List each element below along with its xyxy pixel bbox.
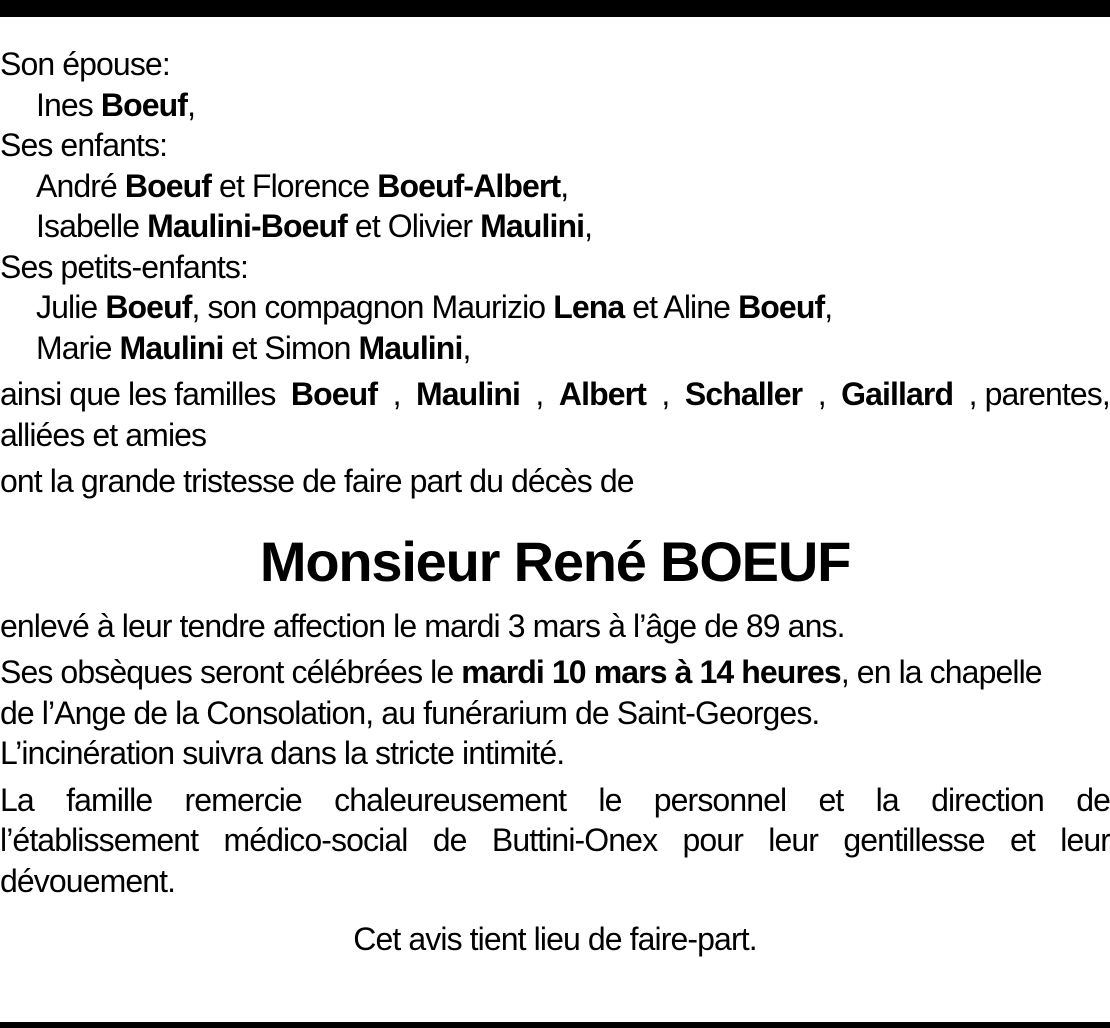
word: et (1010, 822, 1035, 858)
funeral-post: , en la chapelle (840, 654, 1042, 690)
deceased-name: Monsieur René BOEUF (259, 529, 851, 593)
gc1-last: Boeuf (105, 289, 192, 325)
gc4-last: Maulini (358, 329, 463, 366)
announcement: ont la grande tristesse de faire part du décès de (0, 463, 634, 499)
word: personnel (653, 781, 787, 818)
closing-line: Cet avis tient lieu de faire-part. (353, 921, 757, 957)
families-line-2: alliées et amies (0, 416, 207, 453)
spouse-label: Son épouse: (0, 46, 170, 82)
gc3-last: Maulini (119, 329, 224, 366)
child1-line: André Boeuf et Florence Boeuf-Albert, (36, 167, 569, 204)
death-line: enlevé à leur tendre affection le mardi 3 mars à l’âge de 89 ans. (0, 607, 845, 644)
word: remercie (184, 781, 302, 818)
families-intro: ainsi que les familles (0, 376, 276, 412)
gc1-mid: , son compagnon Maurizio (191, 289, 554, 325)
word: leur (768, 822, 819, 858)
word: Buttini-Onex (491, 822, 658, 858)
families-tail: , parentes, (968, 376, 1110, 412)
gc2-last: Boeuf (738, 289, 825, 325)
funeral-line-2: de l’Ange de la Consolation, au funérarium de Saint-Georges. (0, 694, 820, 731)
grandchildren-line-1: Julie Boeuf, son compagnon Maurizio Lena et Aline Boeuf, (36, 289, 833, 325)
funeral-line-1 (0, 652, 1110, 693)
child2-conj: et Olivier (346, 208, 481, 244)
thanks-line-1 (0, 780, 1110, 821)
funeral-pre: Ses obsèques seront célébrées le (0, 654, 462, 690)
spouse-line: Ines Boeuf, (36, 86, 196, 123)
children-label: Ses enfants: (0, 127, 168, 163)
word: de (1076, 781, 1110, 818)
word: la (875, 781, 899, 818)
word: La (0, 781, 34, 818)
word: l’établissement (0, 822, 199, 858)
gc1-partner-last: Lena (553, 289, 625, 325)
family-name: Albert (558, 376, 646, 412)
family-name: Boeuf (290, 376, 378, 412)
word: de (432, 822, 467, 858)
child2-first: Isabelle (36, 208, 148, 244)
gc3-conj: et Simon (223, 329, 359, 366)
child2-last: Maulini-Boeuf (147, 208, 347, 244)
thanks-line-3: dévouement. (0, 862, 176, 899)
funeral-date: mardi 10 mars à 14 heures (461, 654, 841, 690)
word: leur (1060, 822, 1110, 858)
family-name: Maulini (416, 376, 520, 412)
funeral-line-3: L’incinération suivra dans la stricte intimité. (0, 735, 565, 771)
grandchildren-line-2: Marie Maulini et Simon Maulini, (36, 329, 471, 366)
gc3-first: Marie (36, 329, 120, 366)
child2-partner-last: Maulini (480, 208, 585, 244)
child2-line: Isabelle Maulini-Boeuf et Olivier Maulini, (36, 208, 593, 244)
word: pour (682, 822, 743, 858)
gc1-first: Julie (36, 289, 106, 325)
thanks-line-2 (0, 820, 1110, 861)
thanks-paragraph (0, 780, 1110, 902)
word: gentillesse (843, 822, 985, 858)
spouse-first: Ines (36, 86, 101, 123)
child1-first: André (36, 167, 125, 204)
child1-last: Boeuf (124, 167, 212, 204)
child1-conj: et Florence (211, 167, 378, 204)
top-rule (0, 0, 1110, 17)
child1-partner-last: Boeuf-Albert (377, 167, 561, 204)
word: le (598, 781, 622, 818)
gc1-conj: et Aline (624, 289, 739, 325)
word: et (818, 781, 844, 818)
grandchildren-label: Ses petits-enfants: (0, 248, 248, 285)
word: famille (66, 781, 153, 818)
family-name: Schaller (684, 376, 803, 412)
family-name: Gaillard (841, 376, 954, 412)
spouse-last: Boeuf (100, 86, 188, 123)
obituary-notice (0, 44, 1110, 960)
word: médico-social (223, 822, 408, 858)
bottom-rule (0, 1022, 1110, 1028)
word: chaleureusement (334, 781, 567, 818)
families-line-1: ainsi que les familles Boeuf , Maulini , Albert , Schaller , Gaillard , parentes, (0, 374, 1110, 415)
word: direction (931, 781, 1044, 818)
